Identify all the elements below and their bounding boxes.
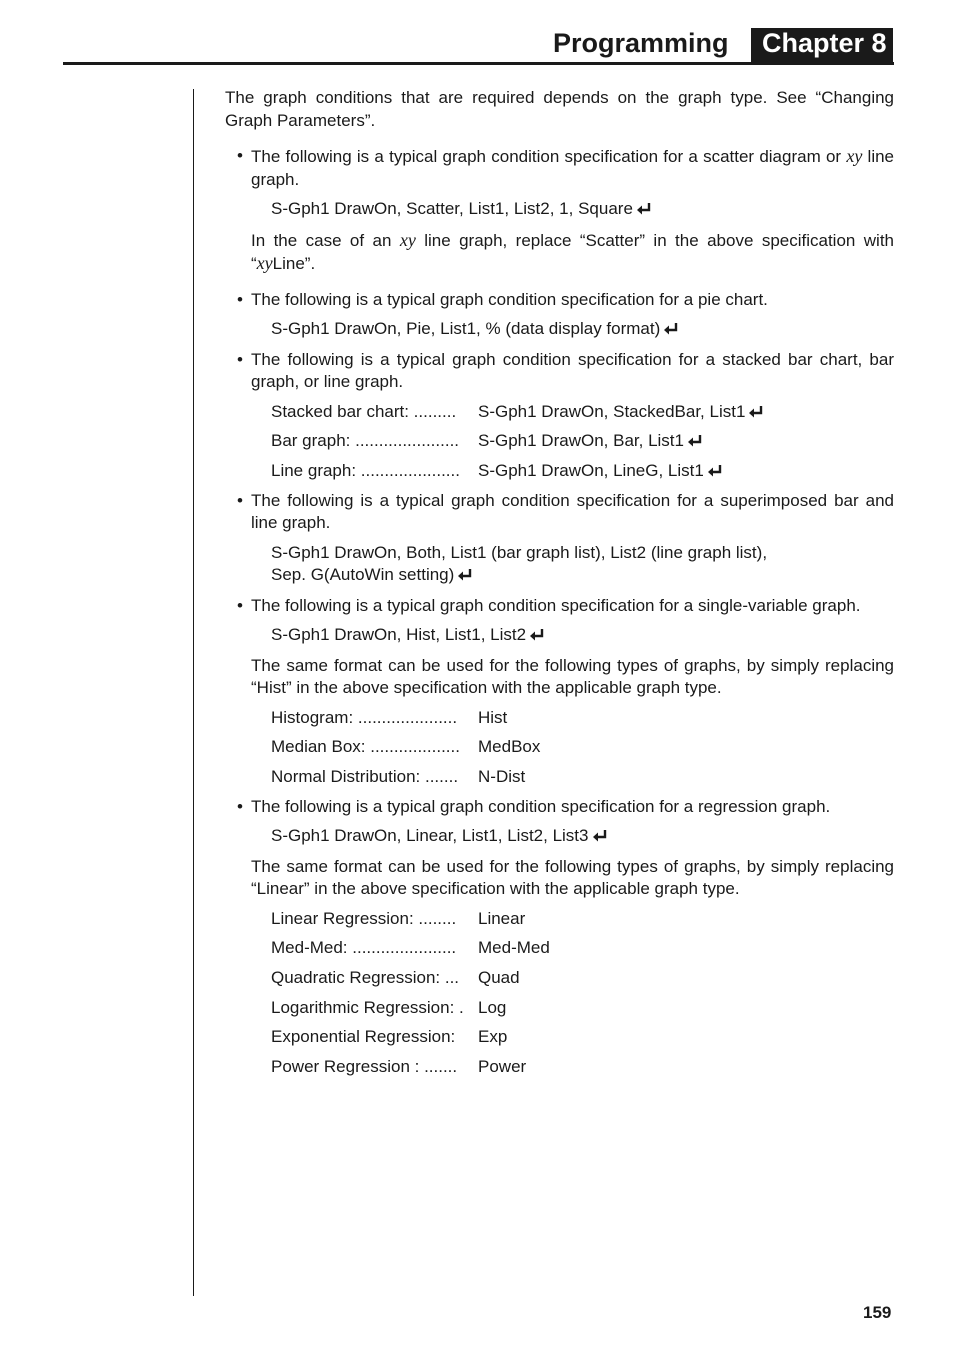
enter-key-icon xyxy=(663,319,679,342)
enter-key-icon xyxy=(707,461,723,484)
section-title: Programming xyxy=(553,28,729,58)
regression-table xyxy=(271,901,894,1079)
stacked-table xyxy=(271,394,894,483)
enter-key-icon xyxy=(457,565,473,588)
chapter-tab: Chapter 8 xyxy=(751,28,893,62)
regression-code: S-Gph1 DrawOn, Linear, List1, List2, List3 xyxy=(271,825,894,849)
enter-key-icon xyxy=(529,625,545,648)
single-code: S-Gph1 DrawOn, Hist, List1, List2 xyxy=(271,624,894,648)
regression-note: The same format can be used for the following types of graphs, by simply replacing “Linear” in the above specification with the applicable graph type. xyxy=(251,856,894,899)
enter-key-icon xyxy=(636,199,652,222)
single-text: The following is a typical graph condition specification for a single-variable graph. xyxy=(251,595,861,615)
pie-code: S-Gph1 DrawOn, Pie, List1, % (data display format) xyxy=(271,318,894,342)
bullet-dot: • xyxy=(237,146,243,165)
superimposed-code: S-Gph1 DrawOn, Both, List1 (bar graph list), List2 (line graph list), Sep. G(AutoWin setting) xyxy=(271,542,894,588)
bullet-dot: • xyxy=(237,595,243,615)
page-number: 159 xyxy=(863,1303,892,1322)
bullet-dot: • xyxy=(237,490,243,510)
scatter-note: In the case of an xy line graph, replace “Scatter” in the above specification with “xyLine”. xyxy=(251,229,895,273)
header-rule xyxy=(63,62,894,65)
enter-key-icon xyxy=(748,402,764,425)
single-row: Median Box: ................... MedBox xyxy=(271,737,541,757)
bullet-superimposed xyxy=(225,490,894,535)
enter-key-icon xyxy=(592,826,608,849)
single-row: Normal Distribution: ....... N-Dist xyxy=(271,766,526,786)
bullet-scatter xyxy=(225,145,894,191)
bullet-dot: • xyxy=(237,289,243,309)
bullet-regression xyxy=(225,796,894,819)
regression-row: Power Regression : ....... Power xyxy=(271,1057,527,1077)
regression-text: The following is a typical graph condition specification for a regression graph. xyxy=(251,796,831,816)
regression-row: Exponential Regression: Exp xyxy=(271,1027,508,1047)
scatter-code: S-Gph1 DrawOn, Scatter, List1, List2, 1, Square xyxy=(271,198,894,222)
bullet-stacked xyxy=(225,349,894,394)
single-note: The same format can be used for the following types of graphs, by simply replacing “Hist” in the above specification with the applicable graph type. xyxy=(251,655,894,698)
bullet-dot: • xyxy=(237,349,243,369)
regression-row: Logarithmic Regression: . Log xyxy=(271,997,507,1017)
bullet-single xyxy=(225,595,894,618)
intro-paragraph: The graph conditions that are required depends on the graph type. See “Changing Graph Parameters”. xyxy=(225,88,894,130)
stacked-row: Stacked bar chart: ......... S-Gph1 DrawOn, StackedBar, List1 xyxy=(271,394,894,424)
superimposed-text: The following is a typical graph condition specification for a superimposed bar and line graph. xyxy=(251,490,894,533)
single-row: Histogram: ..................... Hist xyxy=(271,707,508,727)
bullet-dot: • xyxy=(237,796,243,816)
enter-key-icon xyxy=(687,431,703,454)
page-content xyxy=(225,87,894,1079)
scatter-text: The following is a typical graph condition specification for a scatter diagram or xy line graph. xyxy=(251,146,895,189)
stacked-row: Line graph: ..................... S-Gph1 DrawOn, LineG, List1 xyxy=(271,453,894,483)
bullet-pie xyxy=(225,289,894,312)
regression-row: Med-Med: ...................... Med-Med xyxy=(271,938,550,958)
margin-rule xyxy=(193,89,194,1296)
regression-row: Linear Regression: ........ Linear xyxy=(271,908,526,928)
stacked-row: Bar graph: ...................... S-Gph1 DrawOn, Bar, List1 xyxy=(271,423,894,453)
stacked-text: The following is a typical graph condition specification for a stacked bar chart, bar graph, or line graph. xyxy=(251,349,894,391)
single-table xyxy=(271,700,894,789)
pie-text: The following is a typical graph condition specification for a pie chart. xyxy=(251,289,768,309)
regression-row: Quadratic Regression: ... Quad xyxy=(271,968,520,987)
